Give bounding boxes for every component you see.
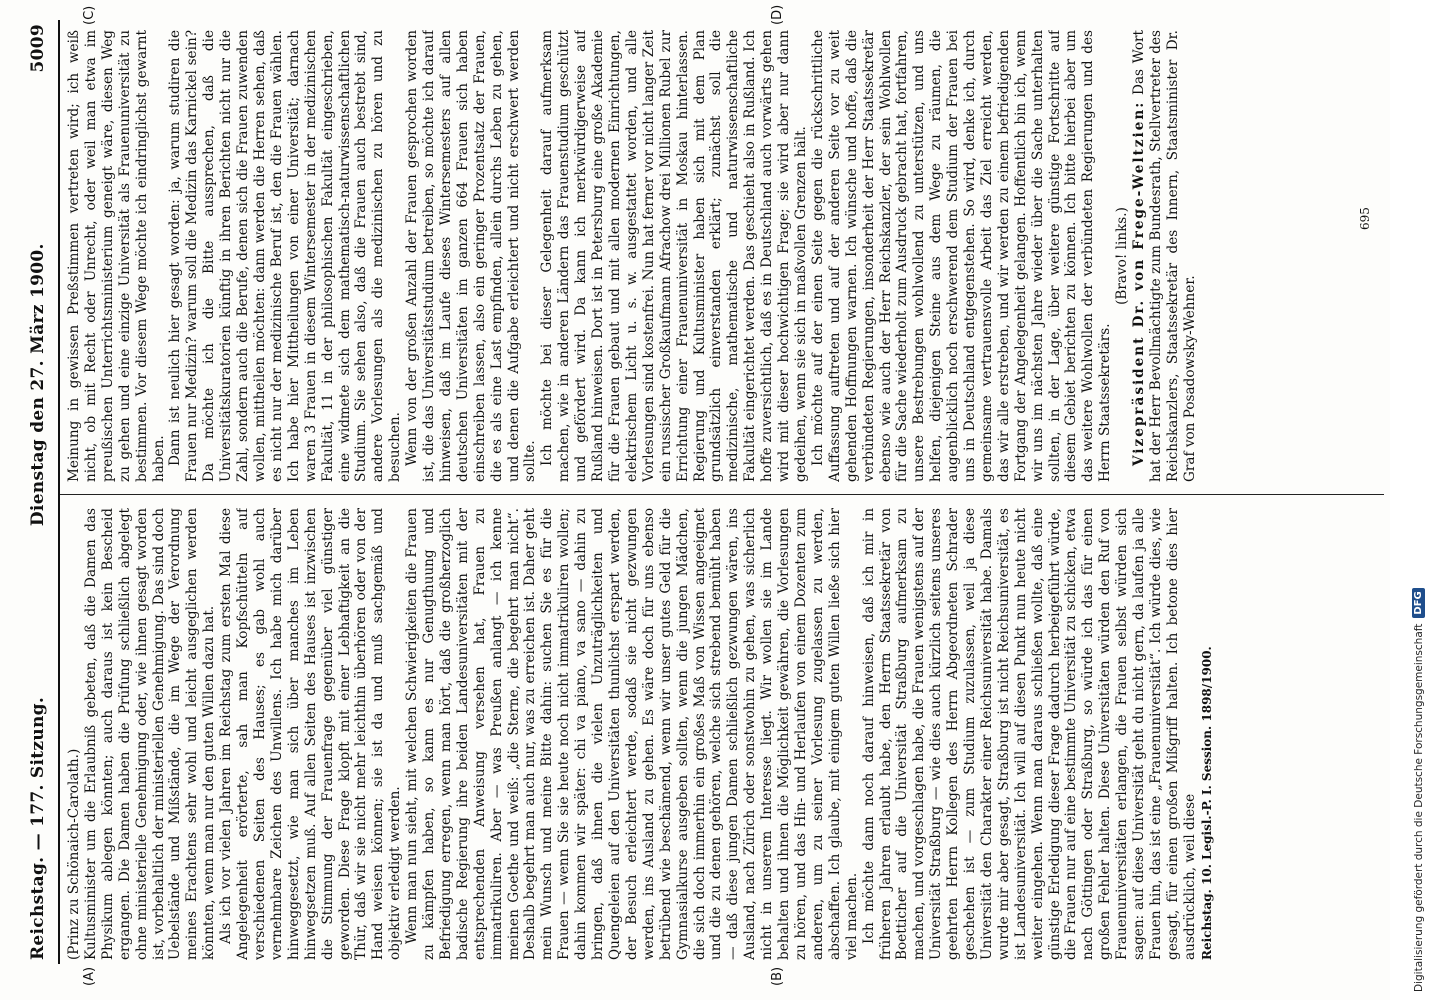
marker-a: (A) <box>82 966 97 986</box>
paragraph: Dann ist neulich hier gesagt worden: ja, warum studiren die Frauen nur Medizin? warum soll die Medizin das Karnickel sein? Da möchte ich die Bitte aussprechen, daß die Universitätskuratorien künftig in ihren Berichten nicht nur die Zahl, sondern auch die Berufe, denen sich die Frauen zuwenden wollen, mittheilen möchten: dann werden die Herren sehen, daß es nicht nur der medizinische Beruf ist, den die Frauen wählen. Ich habe hier Mittheilungen von einer Universität; darnach waren 3 Frauen in diesem Wintersemester in der medizinischen Fakultät, 11 in der philosophischen Fakultät eingeschrieben, eine widmete sich dem mathematisch-naturwissenschaftlichen Studium. Sie sehen also, daß die Frauen auch bestrebt sind, andere Vorlesungen als die medizinischen zu hören und zu besuchen. <box>167 30 404 482</box>
speaker-paragraph <box>1131 30 1199 482</box>
speaker-name: Vizepräsident Dr. von Frege-Weltzien: <box>1131 100 1148 466</box>
paragraph: Meinung in gewissen Preßstimmen vertreten wird; ich weiß nicht, ob mit Recht oder Unrecht, oder weil man etwa im preußischen Unterrichtsministerium geneigt wäre, diesen Weg zu gehen und eine einzige Universität als Frauenuniversität zu bestimmen. Vor diesem Wege möchte ich eindringlichst gewarnt haben. <box>66 30 167 482</box>
applause-note: (Bravo! links.) <box>1114 207 1131 305</box>
page-signature: 695 <box>1358 207 1372 230</box>
paragraph: Ich möchte auf der einen Seite gegen die rückschrittliche Auffassung auftreten und auf der anderen Seite vor zu weit gehenden Hoffnungen warnen. Ich wünsche und hoffe, daß die verbündeten Regierungen, insonderheit der Herr Staatssekretär ebenso wie auch der Herr Reichskanzler, der sein Wohlwollen für die Sache wiederholt zum Ausdruck gebracht hat, fortfahren, unsere Bestrebungen wohlwollend zu unterstützen, und uns helfen, diejenigen Steine aus dem Wege zu räumen, die augenblicklich noch erschwerend dem Studium der Frauen bei uns in Deutschland entgegenstehen. So wird, denke ich, durch gemeinsame vertrauensvolle Arbeit das Ziel erreicht werden, das wir alle erstreben, und wir werden zu einem befriedigenden Fortgang der Angelegenheit gelangen. Hoffentlich bin ich, wenn wir uns im nächsten Jahre wieder über die Sache unterhalten sollten, in der Lage, über weitere günstige Fortschritte auf diesem Gebiet berichten zu können. Ich bitte hierbei aber um das weitere Wohlwollen der verbündeten Regierungen und des Herrn Staatssekretärs. <box>809 30 1114 482</box>
marker-c: (C) <box>82 5 97 25</box>
paragraph: Wenn man nun sieht, mit welchen Schwierigkeiten die Frauen zu kämpfen haben, so kann es nur Genugthuung und Befriedigung erregen, wenn man hört, daß die großherzoglich badische Regierung ihre beiden Landesuniversitäten mit der entsprechenden Anweisung versehen hat, Frauen zu immatrikuliren. Aber — was Preußen anlangt — ich kenne meinen Goethe und weiß: „die Sterne, die begehrt man nicht“. Deshalb begehrt man auch nur, was zu erreichen ist. Daher geht mein Wunsch und meine Bitte dahin: suchen Sie es für die Frauen — wenn Sie sie heute noch nicht immatrikuliren wollen; dahin kommen wir später: chi va piano, va sano — dahin zu bringen, daß ihnen die vielen Unzuträglichkeiten und Quengeleien auf den Universitäten thunlichst erspart werden, der Besuch erleichtert werde, sodaß sie nicht gezwungen werden, ins Ausland zu gehen. Es wäre doch für uns ebenso betrübend wie beschämend, wenn wir unser gutes Geld für die Gymnasialkurse ausgeben sollten, wenn die jungen Mädchen, die sich doch immerhin ein großes Maß von Wissen angeeignet und die zu denen gehören, welche sich strebend bemüht haben — daß diese jungen Damen schließlich gezwungen wären, ins Ausland, nach Zürich oder sonstwohin zu gehen, was sicherlich nicht in unserem Interesse liegt. Wir wollen sie im Lande behalten und ihnen die Möglichkeit gewähren, die Vorlesungen zu hören, und das Hin- und Herlaufen von einem Dozenten zum anderen, um zu seiner Vorlesung zugelassen zu werden, abschaffen. Ich glaube, mit einigem guten Willen ließe sich hier viel machen. <box>404 508 860 960</box>
left-column <box>66 508 1384 960</box>
paragraph: Kultusminister um die Erlaubniß gebeten, daß die Damen das Physikum ablegen könnten; auch daraus ist kein Bescheid ergangen. Die Damen haben die Prüfung schließlich abgelegt ohne ministerielle Genehmigung oder, wie ihnen gesagt worden ist, vorbehaltlich der ministeriellen Genehmigung. Das sind doch Uebelstände und Mißstände, die im Wege der Verordnung meines Erachtens sehr wohl und leicht ausgeglichen werden könnten, wenn man nur den guten Willen dazu hat. <box>82 508 218 960</box>
marker-d: (D) <box>770 4 785 25</box>
page-number: 5009 <box>28 24 48 73</box>
column-divider <box>60 494 1384 495</box>
header-left: Reichstag. — 177. Sitzung. <box>28 696 48 960</box>
dfg-logo-icon: DFG <box>1412 588 1425 617</box>
paragraph: Als ich vor vielen Jahren im Reichstag zum ersten Mal diese Angelegenheit erörterte, sah man Kopfschütteln auf verschiedenen Seiten des Hauses; es gab wohl auch vernehmbare Zeichen des Unwillens. Ich habe mich darüber hinweggesetzt, wie man sich über manches im Leben hinwegsetzen muß. Auf allen Seiten des Hauses ist inzwischen die Stimmung der Frauenfrage gegenüber viel günstiger geworden. Diese Frage klopft mit einer Lebhaftigkeit an die Thür, daß wir sie nicht mehr leichthin überhören oder von der Hand weisen können; sie ist da und muß sachgemäß und objektiv erledigt werden. <box>218 508 404 960</box>
digitization-note <box>1412 52 1425 992</box>
header-date: Dienstag den 27. März 1900. <box>28 243 48 527</box>
paragraph: Wenn von der großen Anzahl der Frauen gesprochen worden ist, die das Universitätsstudium betreiben, so möchte ich darauf hinweisen, daß im Laufe dieses Wintersemesters auf allen deutschen Universitäten im ganzen 664 Frauen sich haben einschreiben lassen, also ein geringer Prozentsatz der Frauen, die es als eine Last empfinden, allein durchs Leben zu gehen, und denen die Aufgabe erleichtert und nicht erschwert werden sollte. <box>404 30 539 482</box>
page-header <box>28 24 54 960</box>
speaker-note: (Prinz zu Schönaich-Carolath.) <box>66 748 82 960</box>
right-column <box>66 30 1350 482</box>
digitization-text: Digitalisierung gefördert durch die Deutsche Forschungsgemeinschaft <box>1412 623 1425 992</box>
session-footer: Reichstag. 10. Legisl.-P. I. Session. 1898/1900. <box>1199 646 1214 960</box>
marker-b: (B) <box>770 966 785 986</box>
paragraph: Ich möchte bei dieser Gelegenheit darauf aufmerksam machen, wie in anderen Ländern das Frauenstudium geschützt und gefördert wird. Da kann ich merkwürdigerweise auf Rußland hinweisen. Dort ist in Petersburg eine große Akademie für die Frauen gebaut und mit allen modernen Einrichtungen, elektrischem Licht u. s. w. ausgestattet worden, und alle Vorlesungen sind kostenfrei. Nun hat ferner vor nicht langer Zeit ein russischer Großkaufmann Afrachow drei Millionen Rubel zur Errichtung einer Frauenuniversität in Moskau hinterlassen. Regierung und Kultusminister haben sich mit dem Plan grundsätzlich einverstanden erklärt; zunächst soll die medizinische, mathematische und naturwissenschaftliche Fakultät eingerichtet werden. Das geschieht also in Rußland. Ich hoffe zuversichtlich, daß es in Deutschland auch vorwärts gehen wird mit dieser hochwichtigen Frage; sie wird aber nur dann gedeihen, wenn sie sich in maßvollen Grenzen hält. <box>539 30 809 482</box>
header-rule <box>58 20 60 964</box>
speaker-text: Das Wort hat der Herr Bevollmächtigte zum Bundesrath, Stellvertreter des Reichskanzlers, Staatssekretär des Innern, Staatsminister Dr. Graf von Posadowsky-Wehner. <box>1131 30 1198 482</box>
paragraph: Ich möchte dann noch darauf hinweisen, daß ich mir in früheren Jahren erlaubt habe, den Herrn Staatssekretär von Boetticher auf die Universität Straßburg aufmerksam zu machen, und vorgeschlagen habe, die Frauen wenigstens auf der Universität Straßburg — wie dies auch kürzlich seitens unseres geehrten Herrn Kollegen des Herrn Abgeordneten Schrader geschehen ist — zum Studium zuzulassen, weil ja diese Universität den Charakter einer Reichsuniversität habe. Damals wurde mir aber gesagt, Straßburg ist nicht Reichsuniversität, es ist Landesuniversität. Ich will auf diesen Punkt nun heute nicht weiter eingehen. Wenn man daraus schließen wollte, daß eine günstige Erledigung dieser Frage dadurch herbeigeführt würde, die Frauen nur auf eine bestimmte Universität zu schicken, etwa nach Göttingen oder Straßburg, so würde ich das für einen großen Fehler halten. Diese Universitäten würden den Ruf von Frauenuniversitäten erlangen, die Frauen selbst würden sich sagen: auf diese Universität geht du nicht gern, da laufen ja alle Frauen hin, das ist eine „Frauenuniversität“. Ich würde dies, wie gesagt, für einen großen Mißgriff halten. Ich betone dies hier ausdrücklich, weil diese <box>860 508 1198 960</box>
